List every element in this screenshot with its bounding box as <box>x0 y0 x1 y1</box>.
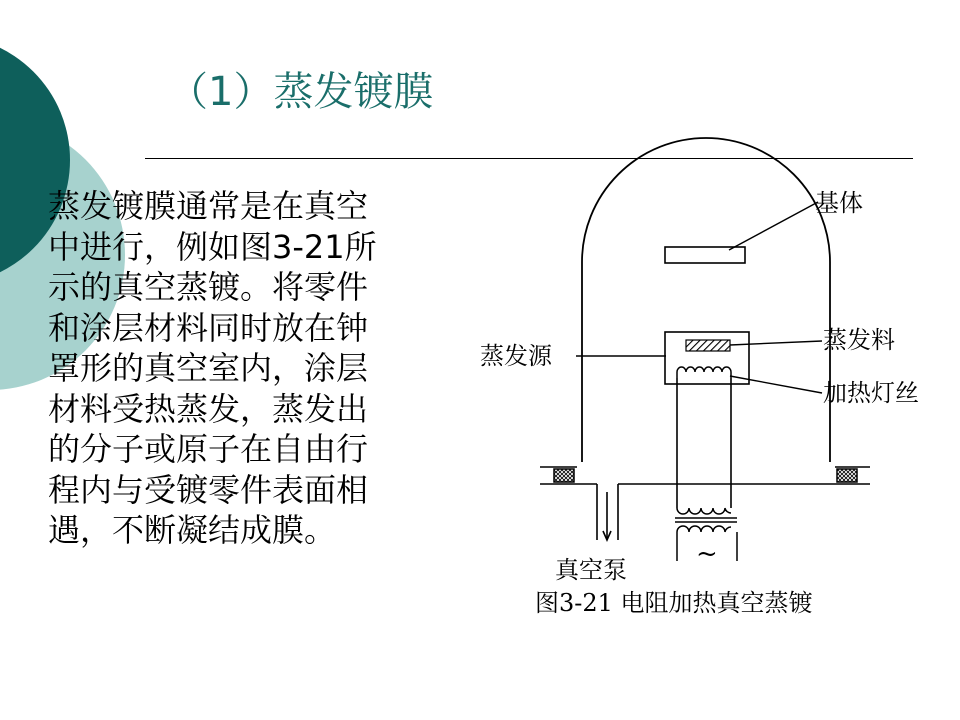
electrode-leads <box>677 378 731 508</box>
seal-right <box>837 469 857 482</box>
evaporation-material <box>686 340 730 351</box>
ac-symbol: ~ <box>696 539 718 569</box>
label-evaporation-source: 蒸发源 <box>480 342 552 370</box>
body-line: 蒸发镀膜通常是在真空 <box>48 187 369 225</box>
body-line: 和涂层材料同时放在钟 <box>48 308 369 347</box>
body-line: 程内与受镀零件表面相 <box>48 470 369 509</box>
body-line: 遇，不断凝结成膜。 <box>48 511 337 549</box>
label-evaporation-material: 蒸发料 <box>823 326 895 354</box>
substrate-leader <box>729 202 818 250</box>
label-heating-filament: 加热灯丝 <box>823 379 919 407</box>
label-vacuum-pump: 真空泵 <box>555 556 627 584</box>
body-line: 材料受热蒸发，蒸发出 <box>48 389 369 428</box>
substrate <box>665 247 745 263</box>
label-substrate: 基体 <box>815 189 863 217</box>
body-line: 罩形的真空室内，涂层 <box>48 349 369 387</box>
body-line: 示的真空蒸镀。将零件 <box>48 268 369 306</box>
bell-jar <box>582 138 830 462</box>
figure-caption: 图3-21 电阻加热真空蒸镀 <box>535 589 813 617</box>
pump-arrow <box>603 492 611 540</box>
body-line: 的分子或原子在自由行 <box>48 430 369 468</box>
body-line: 中进行，例如图3-21所 <box>48 227 377 266</box>
base-plate <box>540 467 870 484</box>
slide-title: （1）蒸发镀膜 <box>168 69 434 115</box>
seal-left <box>554 469 574 482</box>
